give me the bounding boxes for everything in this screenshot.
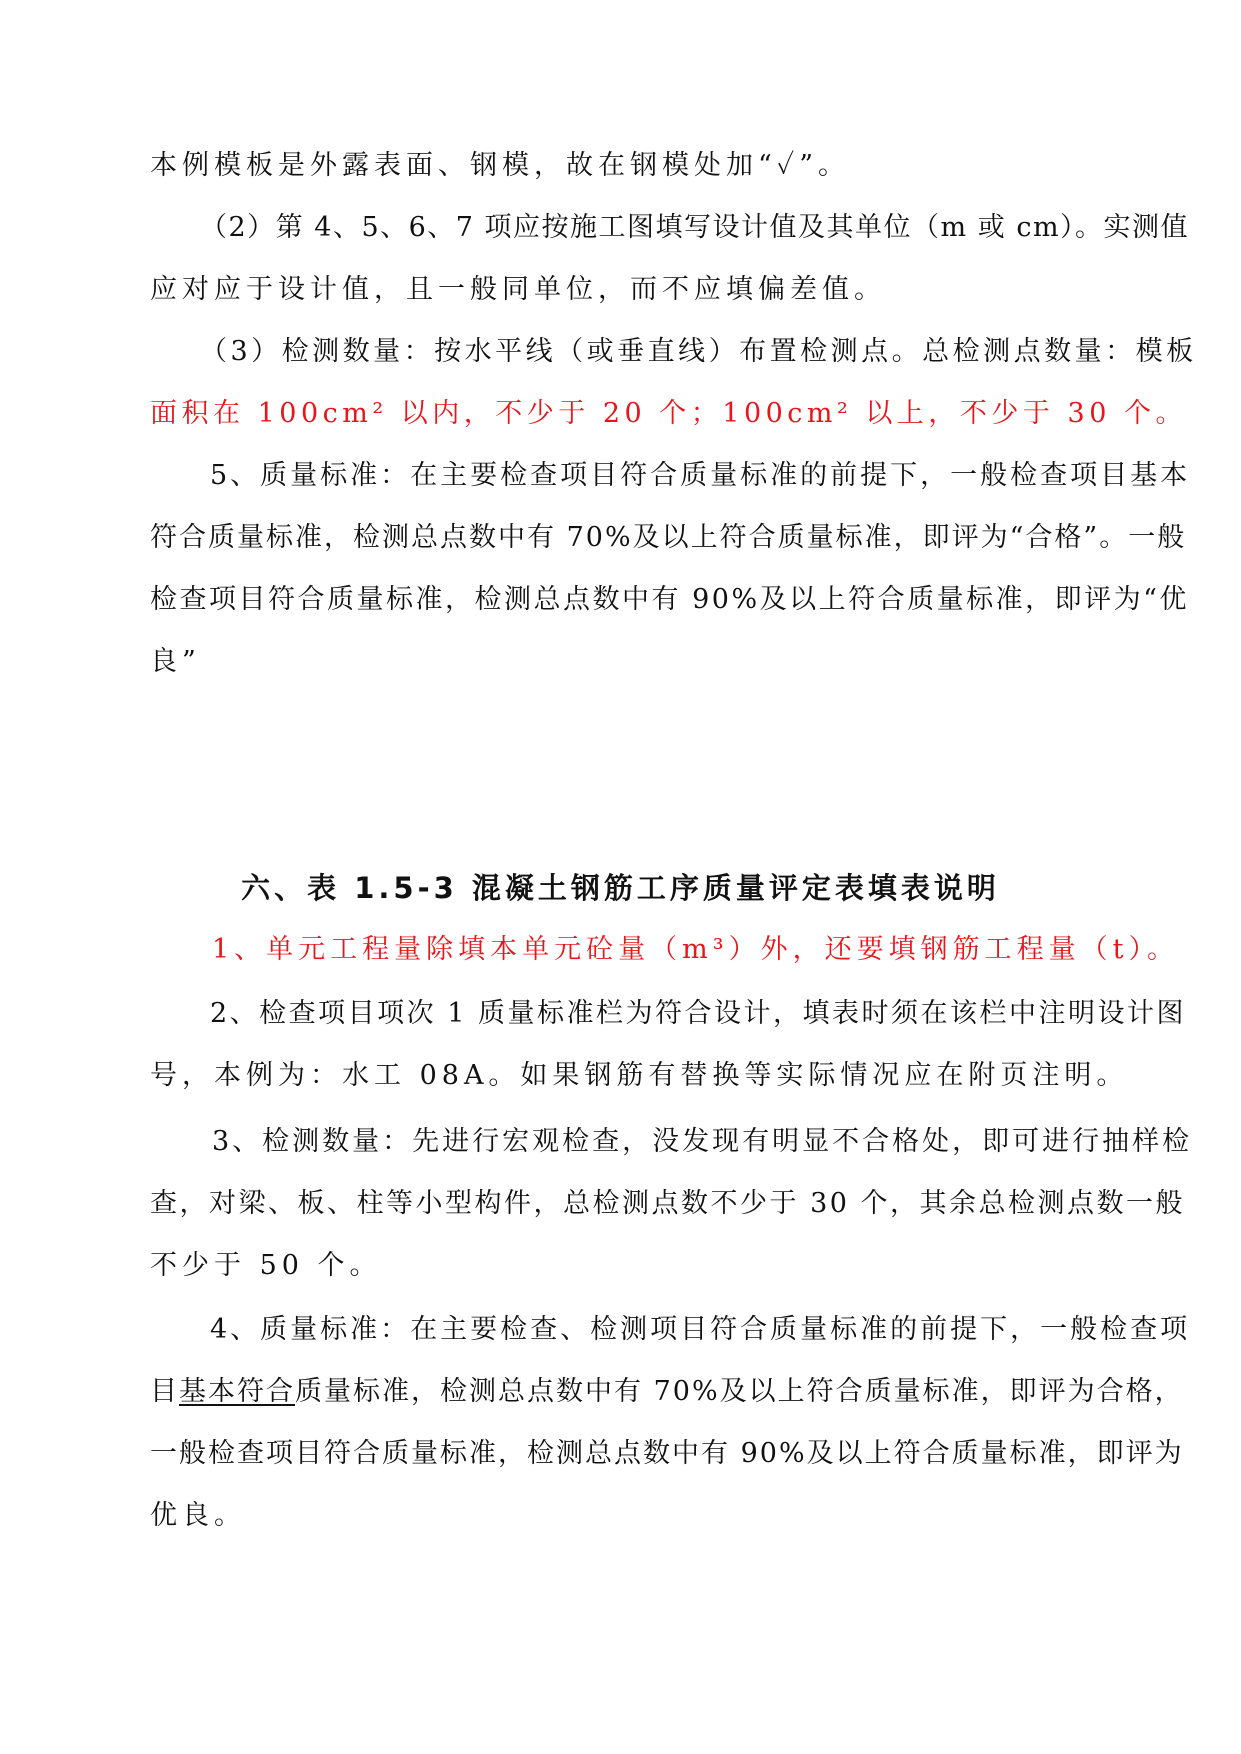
paragraph-line: 符合质量标准，检测总点数中有 70%及以上符合质量标准，即评为“合格”。一般 xyxy=(150,522,1187,553)
paragraph-line: 良” xyxy=(150,646,201,677)
text-segment: 质量标准，检测总点数中有 70%及以上符合质量标准，即评为合格， xyxy=(295,1376,1184,1407)
paragraph-line: （3）检测数量：按水平线（或垂直线）布置检测点。总检测点数量：模板 xyxy=(200,336,1197,367)
paragraph-line: 5、质量标准：在主要检查项目符合质量标准的前提下，一般检查项目基本 xyxy=(210,460,1191,491)
paragraph-line: 检查项目符合质量标准，检测总点数中有 90%及以上符合质量标准，即评为“优 xyxy=(150,584,1189,615)
paragraph-line: 查，对梁、板、柱等小型构件，总检测点数不少于 30 个，其余总检测点数一般 xyxy=(150,1188,1186,1219)
paragraph-line: 4、质量标准：在主要检查、检测项目符合质量标准的前提下，一般检查项 xyxy=(210,1314,1191,1345)
highlighted-line: 面积在 100cm² 以内，不少于 20 个；100cm² 以上，不少于 30 个。 xyxy=(150,398,1187,429)
highlighted-line: 1、单元工程量除填本单元砼量（m³）外，还要填钢筋工程量（t）。 xyxy=(212,934,1179,965)
paragraph-line: 2、检查项目项次 1 质量标准栏为符合设计，填表时须在该栏中注明设计图 xyxy=(210,998,1187,1029)
paragraph-line xyxy=(150,1374,1184,1410)
section-title: 六、表 1.5-3 混凝土钢筋工序质量评定表填表说明 xyxy=(241,871,1000,905)
text-segment: 目 xyxy=(150,1376,179,1407)
underlined-phrase: 基本符合 xyxy=(179,1376,295,1407)
paragraph-line: 不少于 50 个。 xyxy=(150,1250,382,1281)
paragraph-line: 本例模板是外露表面、钢模，故在钢模处加“✓”。 xyxy=(150,150,851,181)
paragraph-line: 号，本例为：水工 08A。如果钢筋有替换等实际情况应在附页注明。 xyxy=(150,1060,1129,1091)
paragraph-line: 应对应于设计值，且一般同单位，而不应填偏差值。 xyxy=(150,274,886,305)
paragraph-line: 一般检查项目符合质量标准，检测总点数中有 90%及以上符合质量标准，即评为 xyxy=(150,1438,1184,1469)
paragraph-line: （2）第 4、5、6、7 项应按施工图填写设计值及其单位（m 或 cm）。实测值 xyxy=(200,212,1190,243)
paragraph-line: 3、检测数量：先进行宏观检查，没发现有明显不合格处，即可进行抽样检 xyxy=(212,1126,1193,1157)
paragraph-line: 优良。 xyxy=(150,1500,246,1531)
